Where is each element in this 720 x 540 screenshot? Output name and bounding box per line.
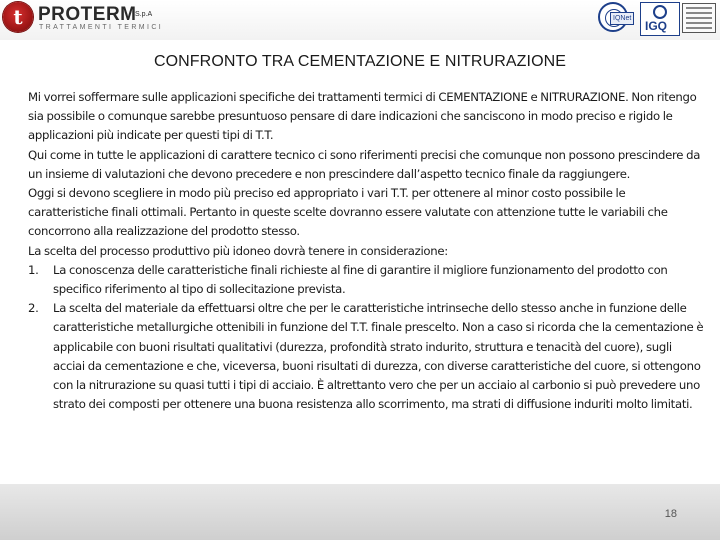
header-bar [0,0,720,40]
certificate-icon [682,3,716,33]
list-item-number: 1. [28,262,39,277]
body-paragraph: Qui come in tutte le applicazioni di carattere tecnico ci sono riferimenti precisi che comunque non possono prescindere da un insieme di valutazioni che devono precedere e non prescindere dall’aspetto tecnico finale da raggiungere. [28,147,701,181]
list-item [28,299,704,414]
slide-body [28,88,704,414]
logo-tagline: TRATTAMENTI TERMICI [39,24,164,31]
body-paragraph: La scelta del processo produttivo più idoneo dovrà tenere in considerazione: [28,243,448,258]
logo-name: PROTERM [38,4,137,25]
numbered-list [28,261,704,415]
logo-suffix: S.p.A [135,11,153,18]
list-item-number: 2. [28,301,39,316]
iqnet-badge: IQNet [610,12,634,25]
igq-logo [640,2,680,36]
page-number: 18 [664,508,677,520]
logo-mark-icon: t [3,2,33,32]
footer-bar [0,484,720,540]
slide-title: CONFRONTO TRA CEMENTAZIONE E NITRURAZIONE [153,53,567,70]
body-paragraph: Oggi si devono scegliere in modo più preciso ed appropriato i vari T.T. per ottenere al minor costo possibile le caratteristiche finali ottimali. Pertanto in queste scelte dovranno essere valutate con attenzione tutte le variabili che concorrono alla realizzazione del prodotto stesso. [28,186,668,239]
igq-label: IGQ [645,19,668,33]
list-item-text: La scelta del materiale da effettuarsi oltre che per le caratteristiche intrinseche dello stesso anche in funzione delle caratteristiche metallurgiche ottenibili in funzione del T.T. finale prescelto. Non a caso si ricorda che la cementazione è applicabile con buoni risultati qualitativi (durezza, profondità strato indurito, struttura e tenacità del cuore), sugli acciai da cementazione e che, viceversa, buoni risultati di durezza, con diverse caratteristiche del cuore, si ottengono con la nitrurazione su quasi tutti i tipi di acciaio. È altrettanto vero che per un acciaio al carbonio si può prevedere uno strato dei composti per ottenere una buona resistenza allo scorrimento, ma strati di diffusione induriti molto limitati. [53,301,704,412]
list-item [28,261,704,299]
igq-mark-icon [653,5,667,19]
proterm-logo [0,2,175,34]
list-item-text: La conoscenza delle caratteristiche finali richieste al fine di garantire il migliore funzionamento del prodotto con specifico riferimento al tipo di sollecitazione prevista. [53,262,668,297]
body-paragraph: Mi vorrei soffermare sulle applicazioni specifiche dei trattamenti termici di CEMENTAZIONE e NITRURAZIONE. Non ritengo sia possibile o comunque sarebbe presuntuoso pensare di dare indicazioni che sanciscono in modo preciso e rigido le applicazioni più indicate per questi tipi di T.T. [28,90,697,143]
